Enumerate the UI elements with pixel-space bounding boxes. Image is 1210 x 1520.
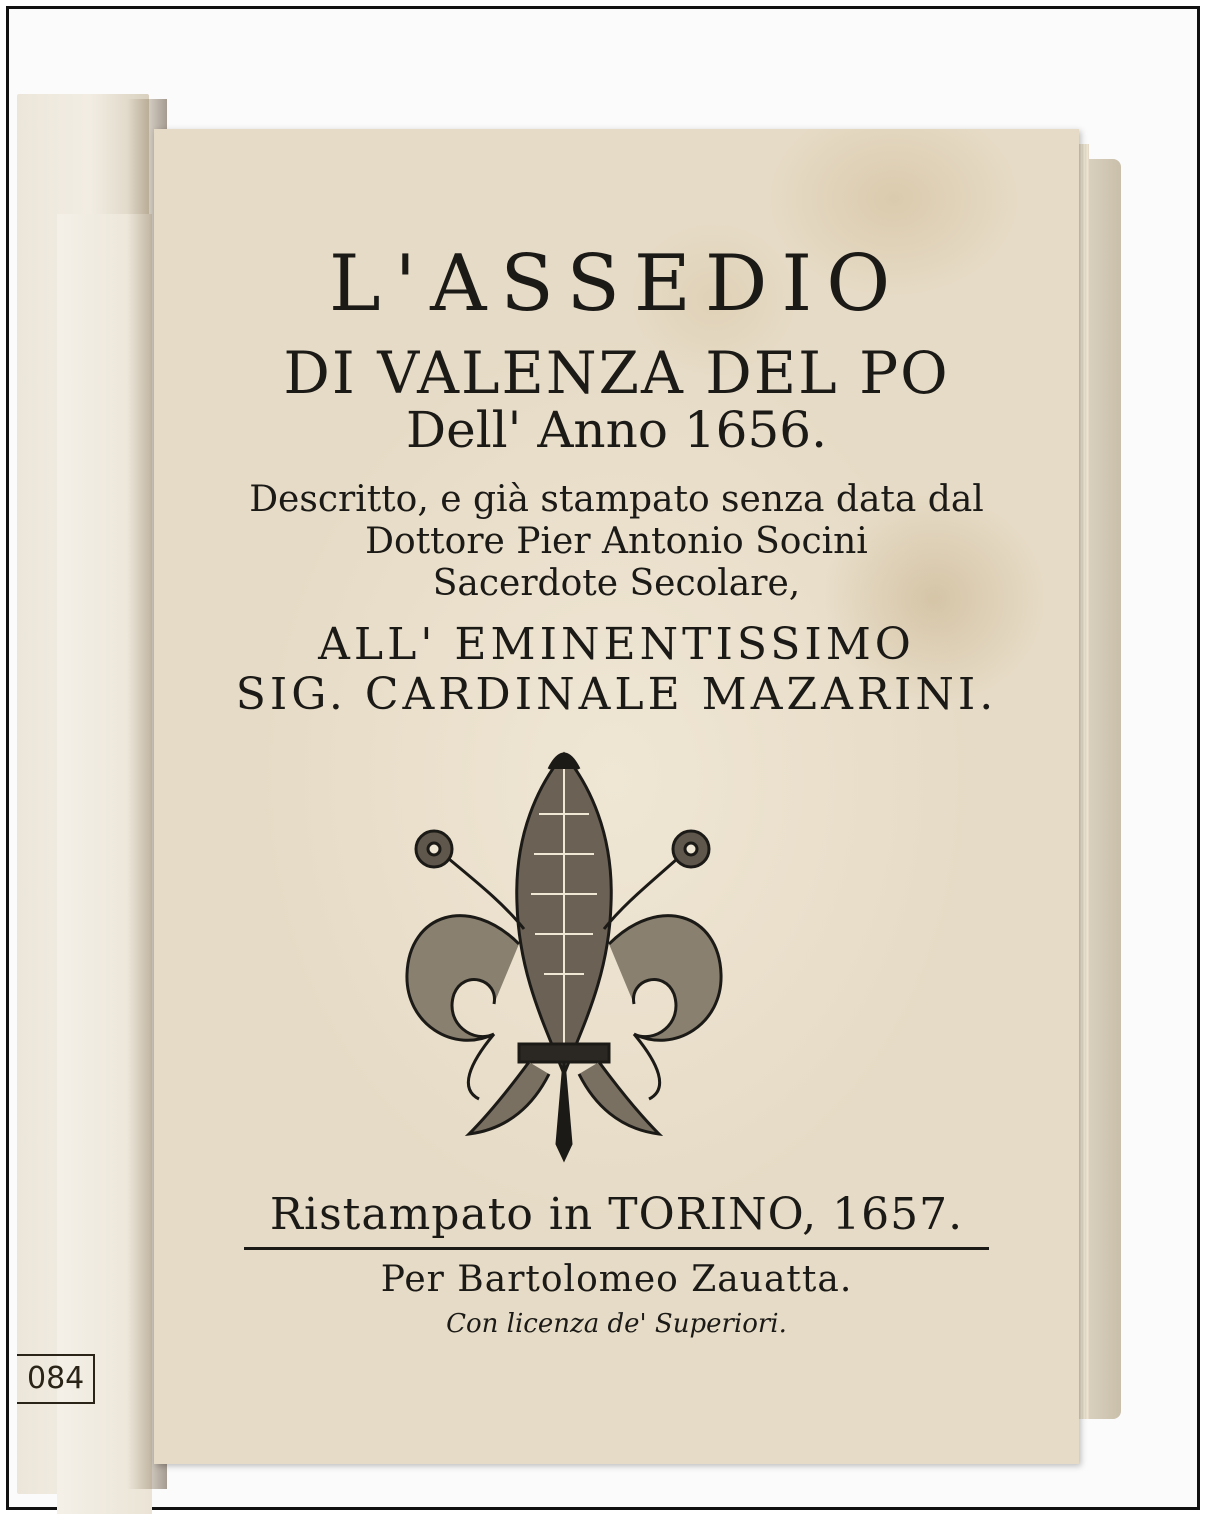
description-line: Sacerdote Secolare, [432, 563, 801, 604]
dedication-line: SIG. CARDINALE MAZARINI. [235, 669, 998, 720]
book-subtitle: DI VALENZA DEL PO [283, 339, 950, 407]
book-title: L'ASSEDIO [328, 239, 905, 329]
description-line: Dottore Pier Antonio Socini [365, 521, 868, 562]
dedication-line: ALL' EMINENTISSIMO [318, 619, 915, 670]
imprint-printer: Per Bartolomeo Zauatta. [380, 1259, 853, 1300]
fleur-de-lis-icon [399, 744, 729, 1164]
description-line: Descritto, e già stampato senza data dal [249, 479, 984, 520]
photo-frame [6, 6, 1200, 1510]
imprint-licence: Con licenza de' Superiori. [446, 1309, 787, 1339]
imprint-rule [244, 1247, 989, 1250]
shelfmark-label: 084 [17, 1354, 95, 1404]
title-page [154, 129, 1079, 1464]
imprint-place-date: Ristampato in TORINO, 1657. [269, 1189, 964, 1240]
year-line: Dell' Anno 1656. [406, 401, 827, 459]
